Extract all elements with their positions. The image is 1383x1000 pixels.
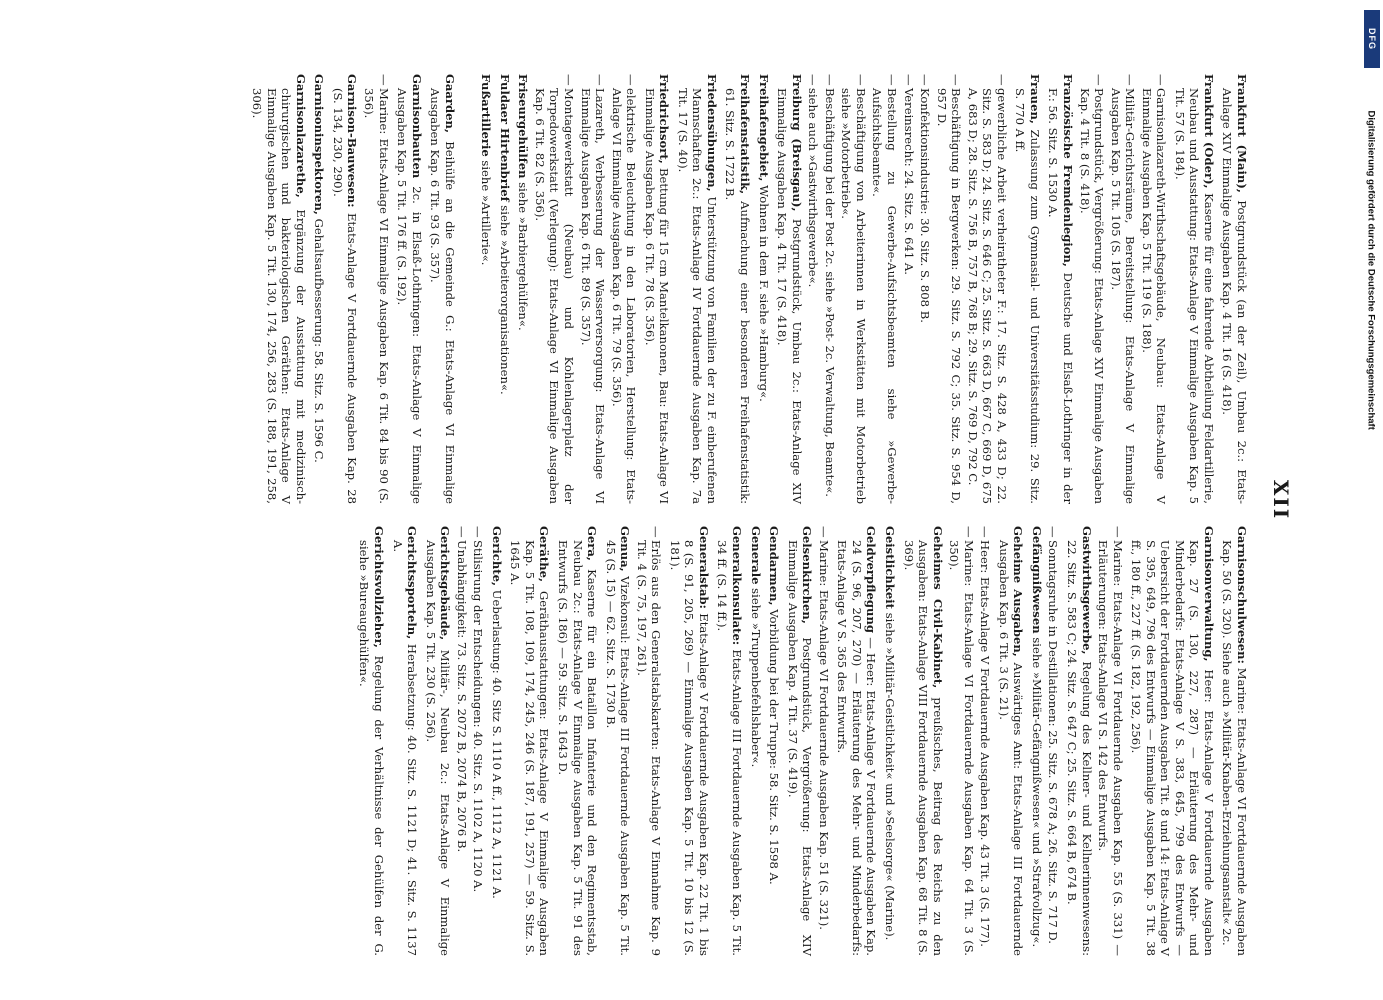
index-subentry <box>1077 74 1106 504</box>
index-references: preußisches, Beitrag des Reichs zu den Ausgaben: Etats-Anlage VIII Fortdauernde Ausgaben Kap. 68 Tit. 8 (S. 369). <box>901 540 945 957</box>
rotated-index-page <box>61 40 1321 960</box>
index-headword: Garnisoninspektoren, <box>312 74 327 215</box>
subentry-dash: — <box>1154 74 1169 86</box>
index-headword: Freihafengebiet, <box>756 74 771 182</box>
index-references: Etats-Anlage III Fortdauernde Ausgaben Kap. 5 Tit. 34 ff. (S. 14 ff.). <box>715 540 745 956</box>
index-headword: Friedrichsort, <box>657 74 672 164</box>
index-headword: Gelsenkirchen, <box>800 526 815 624</box>
subentry-dash: — <box>1123 74 1138 86</box>
index-references: siehe auch »Gastwirthsgewerbe«. <box>806 88 821 288</box>
index-references: Beschäftigung von Arbeiterinnen in Werkstätten mit Motorbetrieb siehe »Motorbetrieb«. <box>839 88 868 504</box>
index-headword: Gerichtssporteln, <box>405 526 420 640</box>
subentry-dash: — <box>1046 526 1061 538</box>
index-references: Herabsetzung: 40. Sitz. S. 1121 D; 41. Sitz. S. 1137 A. <box>390 540 420 956</box>
index-entry <box>1046 74 1075 504</box>
index-references: Erlös aus den Generalstabskarten: Etats-Anlage V Einnahme Kap. 9 Tit. 4 (S. 75, 197, 261). <box>634 540 664 956</box>
index-references: elektrische Beleuchtung in den Laboratorien, Herstellung: Etats-Anlage VI Einmalige Ausgaben Kap. 6 Tit. 79 (S. 356). <box>609 88 639 504</box>
index-entry <box>1129 526 1216 956</box>
index-references: Postgrundstück (an der Zeil), Umbau 2c.: Etats-Anlage XIV Einmalige Ausgaben Kap. 4 Tit. 16 (S. 418). <box>1220 88 1249 504</box>
index-references: 2c. in Elsaß-Lothringen: Etats-Anlage V Einmalige Ausgaben Kap. 5 Tit. 176 ff. (S. 192). <box>395 88 424 504</box>
index-headword: Fußartillerie <box>479 74 494 157</box>
index-entry <box>508 526 552 956</box>
index-entry <box>516 74 531 504</box>
index-references: siehe »Barbiergehülfen«. <box>516 178 531 331</box>
index-headword: Generalstab: <box>696 526 711 609</box>
index-references: Heer: Etats-Anlage V Fortdauernde Ausgaben Kap. 27 (S. 130, 227, 287) — Erläuterung des Mehr- und Minderbedarfs: Etats-Anlage V S. 383, 645, 799 des Entwurfs — Uebersicht der Fortdauernden Ausgaben Tit. 8 und 14: Etats-Anlage V S. 395, 649, 796 des Entwurfs — Einmalige Ausgaben Kap. 5 Tit. 38 ff., 180 ff., 227 ff. (S. 182, 192, 256). <box>1129 540 1216 956</box>
index-references: Deutsche und Elsaß-Lothringer in der F.: 56. Sitz. S. 1530 A. <box>1046 88 1075 504</box>
index-subentry <box>839 74 868 504</box>
index-references: Marine: Etats-Anlage VI Fortdauernde Ausgaben Kap. 51 (S. 321). <box>816 540 831 930</box>
index-headword: Generalkonsulate: <box>730 526 745 646</box>
index-references: Unabhängigkeit: 73. Sitz. S. 2072 B, 2074 B, 2076 B. <box>454 540 469 853</box>
subentry-dash: — <box>961 526 976 538</box>
index-entry <box>901 526 945 956</box>
index-references: Zulassung zum Gymnasial- und Universitätsstudium: 29. Sitz. S. 770 A ff. <box>1013 88 1042 504</box>
index-subentry <box>816 526 831 956</box>
index-references: Montagewerkstatt (Neubau) und Kohlenlagerplatz der Torpedowerkstatt (Verlegung): Etats-Anlage VI Einmalige Ausgaben Kap. 6 Tit. 82 (S. 356). <box>532 88 577 504</box>
index-headword: Gera, <box>585 526 600 561</box>
subentry-dash: — <box>816 526 831 538</box>
index-subentry <box>965 74 1009 504</box>
index-headword: Geldverpflegung <box>864 526 879 633</box>
index-subentry <box>361 74 390 504</box>
subentry-dash: — <box>822 74 837 86</box>
index-entry <box>497 74 512 504</box>
subentry-dash: — <box>949 74 964 86</box>
index-subentry <box>471 526 486 956</box>
index-headword: Garnison-Bauwesen: <box>345 74 360 208</box>
subentry-dash: — <box>1092 74 1107 86</box>
subentry-dash: — <box>853 74 868 86</box>
index-references: Sonntagsruhe in Destillationen: 25. Sitz. S. 678 A; 26. Sitz. S. 717 D. <box>1046 540 1061 944</box>
index-subentry <box>870 74 899 504</box>
index-entry <box>785 526 814 956</box>
index-references: Kaserne für eine fahrende Abtheilung Feldartillerie, Neubau und Ausstattung: Etats-Anlage V Einmalige Ausgaben Kap. 5 Tit. 57 (S. 184). <box>1172 88 1216 504</box>
index-references: Marine: Etats-Anlage VI Fortdauernde Ausgaben Kap. 55 (S. 331) — Erläuterungen: Etats-Anlage VI S. 142 des Entwurfs. <box>1096 540 1125 956</box>
index-subentry <box>918 74 933 504</box>
index-references: Aufmachung einer besonderen Freihafenstatistik: 61. Sitz. S. 1722 B. <box>723 88 753 504</box>
index-entry <box>667 526 711 956</box>
index-headword: Gastwirthsgewerbe, <box>1079 526 1094 655</box>
index-column-right <box>353 526 1249 956</box>
index-entry <box>675 74 719 504</box>
index-entry <box>479 74 494 504</box>
subentry-dash: — <box>454 526 469 538</box>
index-references: Stilisirung der Entscheidungen: 40. Sitz. S. 1102 A, 1120 A. <box>471 540 486 893</box>
index-references: Marine: Etats-Anlage VI Fortdauernde Ausgaben Kap. 64 Tit. 3 (S. 350). <box>947 540 976 956</box>
index-references: Beschäftigung bei der Post 2c. siehe »Post- 2c. Verwaltung, Beamte«. <box>822 88 837 497</box>
digitization-credit: Digitalisierung gefördert durch die Deutsche Forschungsgemeinschaft <box>1365 110 1377 430</box>
index-entry <box>1029 526 1044 956</box>
index-references: Beihülfe an die Gemeinde G.: Etats-Anlage VI Einmalige Ausgaben Kap. 6 Tit. 93 (S. 357). <box>428 88 457 504</box>
index-subentry <box>1108 74 1137 504</box>
subentry-dash: — <box>649 526 664 538</box>
subentry-dash: — <box>978 526 993 538</box>
index-references: Postgrundstück, Umbau 2c.: Etats-Anlage XIV Einmalige Ausgaben Kap. 4 Tit. 17 (S. 418). <box>775 88 804 504</box>
index-references: Garnisonlazareth-Wirthschaftsgebäude, Neubau: Etats-Anlage V Einmalige Ausgaben Kap. 5 Tit. 119 (S. 188). <box>1139 88 1169 504</box>
index-subentry <box>978 526 993 956</box>
index-references: siehe »Militär-Gefängnißwesen« und »Strafvollzug«. <box>1029 633 1044 948</box>
index-headword: Geheimes Civil-Kabinet, <box>930 526 945 689</box>
index-headword: Generale <box>748 526 763 585</box>
index-entry <box>603 526 632 956</box>
index-references: Konfektionsindustrie: 30. Sitz. S. 808 B. <box>918 88 933 323</box>
index-references: siehe »Arbeiterorganisationen«. <box>497 201 512 395</box>
index-column-left <box>246 74 1249 504</box>
index-subentry <box>901 74 916 504</box>
index-references: Regelung der Verhältnisse der Gehülfen der G. siehe »Bureaugehülfen«. <box>357 540 387 956</box>
index-entry <box>882 526 897 956</box>
index-headword: Garnisonbauten <box>409 74 424 179</box>
index-references: Etats-Anlage V Fortdauernde Ausgaben Kap. 22 Tit. 1 bis 8 (S. 91, 205, 269) — Einmalige Ausgaben Kap. 5 Tit. 10 bis 12 (S. 181). <box>667 540 711 956</box>
subentry-dash: — <box>624 74 639 86</box>
index-headword: Frankfurt (Main), <box>1235 74 1249 193</box>
subentry-dash: — <box>806 74 821 86</box>
index-entry <box>390 526 419 956</box>
index-references: Regelung des Kellner- und Kellnerinnenwesens: 22. Sitz. S. 583 C; 24. Sitz. S. 647 C; 25. Sitz. S. 664 B, 674 B. <box>1064 540 1094 956</box>
subentry-dash: — <box>376 74 391 86</box>
index-references: Kaserne für ein Bataillon Infanterie und den Regimentsstab, Neubau 2c.: Etats-Anlage V Einmalige Ausgaben Kap. 5 Tit. 91 des Entwurfs (S. 186) — 59. Sitz. S. 1643 D. <box>556 540 600 956</box>
subentry-dash: — <box>901 74 916 86</box>
index-entry <box>1220 526 1249 956</box>
index-headword: Genua, <box>618 526 633 572</box>
index-entry <box>748 526 763 956</box>
index-subentry <box>1096 526 1125 956</box>
index-references: Auswärtiges Amt: Etats-Anlage III Fortdauernde Ausgaben Kap. 6 Tit. 3 (S. 21). <box>996 540 1026 957</box>
index-headword: Geistlichkeit <box>882 526 897 610</box>
index-headword: Gefängnißwesen <box>1029 526 1044 634</box>
index-entry <box>767 526 782 956</box>
subentry-dash: — <box>471 526 486 538</box>
index-entry <box>312 74 327 504</box>
index-references: Geräthausstattungen: Etats-Anlage V Einmalige Ausgaben Kap. 5 Tit. 108, 109, 174, 245, 246 (S. 187, 191, 257) — 59. Sitz. S. 1645 A. <box>508 540 552 956</box>
subentry-dash: — <box>994 74 1009 86</box>
index-subentry <box>454 526 469 956</box>
index-references: Vizekonsul: Etats-Anlage III Fortdauernde Ausgaben Kap. 5 Tit. 45 (S. 15) — 62. Sitz. S. 1730 B. <box>603 540 633 956</box>
index-entry <box>330 74 359 504</box>
index-references: Lazareth, Verbesserung der Wasserversorgung: Etats-Anlage VI Einmalige Ausgaben Kap. 6 Tit. 89 (S. 357). <box>578 88 608 504</box>
index-references: siehe »Militär-Geistlichkeit« und »Seelsorge« (Marine). <box>882 609 897 941</box>
index-subentry <box>1046 526 1061 956</box>
index-entry <box>250 74 308 504</box>
index-headword: Friedensübungen, <box>704 74 719 192</box>
index-headword: Französische Fremdenlegion, <box>1060 74 1075 267</box>
index-subentry <box>1139 74 1168 504</box>
index-subentry <box>634 526 663 956</box>
index-references: Heer: Etats-Anlage V Fortdauernde Ausgaben Kap. 43 Tit. 3 (S. 177). <box>978 540 993 947</box>
index-subentry <box>806 74 821 504</box>
index-headword: Geheime Ausgaben, <box>1011 526 1026 657</box>
index-headword: Gerichte, <box>489 526 504 587</box>
index-references: Gehaltsaufbesserung: 58. Sitz. S. 1596 C. <box>312 214 327 463</box>
index-references: Militär-Gerichtsräume, Bereitstellung: Etats-Anlage V Einmalige Ausgaben Kap. 5 Tit. 105 (S. 187). <box>1108 88 1138 504</box>
index-references: Marine: Etats-Anlage VI Einmalige Ausgaben Kap. 6 Tit. 84 bis 90 (S. 356). <box>362 88 391 504</box>
index-subentry <box>609 74 638 504</box>
digitization-stamp <box>1361 10 1381 1000</box>
index-entry <box>1064 526 1093 956</box>
subentry-dash: — <box>1110 526 1125 538</box>
index-references: Vorbildung bei der Truppe: 58. Sitz. S. 1598 A. <box>767 605 782 885</box>
subentry-dash: — <box>593 74 608 86</box>
index-entry <box>357 526 386 956</box>
subentry-dash: — <box>918 74 933 86</box>
index-references: siehe »Artillerie«. <box>479 156 494 266</box>
index-entry <box>428 74 457 504</box>
index-headword: Friseurgehülfen <box>516 74 531 179</box>
index-entry <box>642 74 671 504</box>
index-references: Beschäftigung in Bergwerken: 29. Sitz. S. 792 C; 35. Sitz. S. 954 D, 957 D. <box>934 88 964 504</box>
index-entry <box>835 526 879 956</box>
index-entry <box>715 526 744 956</box>
index-subentry <box>822 74 837 504</box>
index-references: Ueberlastung: 40. Sitz S. 1110 A ff., 1112 A, 1121 A. <box>489 586 504 899</box>
index-entry <box>723 74 752 504</box>
index-headword: Geräthe, <box>537 526 552 583</box>
index-references: Militär-, Neubau 2c.: Etats-Anlage V Einmalige Ausgaben Kap. 5 Tit. 230 (S. 256). <box>423 540 453 956</box>
index-subentry <box>947 526 976 956</box>
index-references: Postgrundstück, Vergrößerung: Etats-Anlage XIV Einmalige Ausgaben Kap. 4 Tit. 8 (S. 418). <box>1077 88 1107 504</box>
index-entry <box>423 526 452 956</box>
index-subentry <box>934 74 963 504</box>
index-references: — Heer: Etats-Anlage V Fortdauernde Ausgaben Kap. 24 (S. 96, 207, 270) — Erläuterung des Mehr- und Minderbedarfs: Etats-Anlage V S. 365 des Entwurfs. <box>835 540 879 956</box>
dfg-logo-icon <box>1364 10 1380 68</box>
index-entry <box>1172 74 1216 504</box>
index-references: Bettung für 15 cm Mantelkanonen, Bau: Etats-Anlage VI Einmalige Ausgaben Kap. 6 Tit. 78 (S. 356). <box>642 88 672 504</box>
index-references: Etats-Anlage V Fortdauernde Ausgaben Kap. 28 (S. 134, 230, 290). <box>330 88 360 504</box>
index-headword: Gerichtsvollzieher, <box>372 526 387 648</box>
index-headword: Frauen, <box>1027 74 1042 124</box>
index-headword: Garnisonlazarethe, <box>293 74 308 198</box>
index-headword: Garnisonverwaltung, <box>1201 526 1216 662</box>
index-references: gewerbliche Arbeit verheiratheter F.: 17. Sitz. S. 428 A, 433 D; 22. Sitz. S. 583 D; 24. Sitz. S. 646 C; 25. Sitz. S. 663 D, 667 C, 669 D, 675 A, 683 D; 28. Sitz. S. 756 B, 757 B, 768 B; 29. Sitz. S. 769 D, 792 C. <box>965 88 1009 504</box>
index-headword: Fuldaer Hirtenbrief <box>497 74 512 202</box>
index-subentry <box>532 74 576 504</box>
section-gap <box>457 74 475 504</box>
index-headword: Garnisonschulwesen: <box>1235 526 1249 664</box>
page-number: XII <box>1269 479 1293 521</box>
index-entry <box>775 74 804 504</box>
subentry-dash: — <box>884 74 899 86</box>
index-headword: Gerichtsgebäude, <box>438 526 453 641</box>
index-headword: Freihafenstatistik, <box>738 74 753 195</box>
index-headword: Freiburg (Breisgau), <box>789 74 804 212</box>
index-references: Unterstützung von Familien der zu F. einberufenen Mannschaften 2c.: Etats-Anlage IV Fortdauernde Ausgaben Kap. 7a Tit. 17 (S. 40). <box>675 88 719 504</box>
index-entry <box>489 526 504 956</box>
index-references: Marine: Etats-Anlage VI Fortdauernde Ausgaben Kap. 50 (S. 320). Siehe auch »Militär-Knaben-Erziehungsanstalt« 2c. <box>1220 540 1249 956</box>
index-references: Vereinsrecht: 24. Sitz. S. 641 A. <box>901 88 916 275</box>
index-headword: Gaarden, <box>442 74 457 133</box>
index-references: siehe »Truppenbefehlshaber«. <box>748 584 763 768</box>
dfg-logo-label: DFG <box>1367 28 1377 50</box>
index-references: Bestellung zu Gewerbe-Aufsichtsbeamten siehe »Gewerbe-Aufsichtsbeamte«. <box>870 88 899 504</box>
index-headword: Gendarmen, <box>767 526 782 606</box>
index-references: Ergänzung der Ausstattung mit medizinisch-chirurgischen und bakteriologischen Geräthen: Etats-Anlage V Einmalige Ausgaben Kap. 5 Tit. 130, 174, 256, 283 (S. 188, 191, 258, 306). <box>250 88 308 504</box>
index-entry <box>555 526 599 956</box>
index-references: Postgrundstück, Vergrößerung: Etats-Anlage XIV Einmalige Ausgaben Kap. 4 Tit. 37 (S. 419). <box>785 540 815 956</box>
index-entry <box>1220 74 1249 504</box>
index-entry <box>756 74 771 504</box>
index-headword: Frankfurt (Oder), <box>1201 74 1216 189</box>
index-subentry <box>578 74 607 504</box>
subentry-dash: — <box>562 74 577 86</box>
index-entry <box>1013 74 1042 504</box>
index-entry <box>996 526 1025 956</box>
index-references: Wohnen in dem F. siehe »Hamburg«. <box>756 181 771 402</box>
index-entry <box>395 74 424 504</box>
